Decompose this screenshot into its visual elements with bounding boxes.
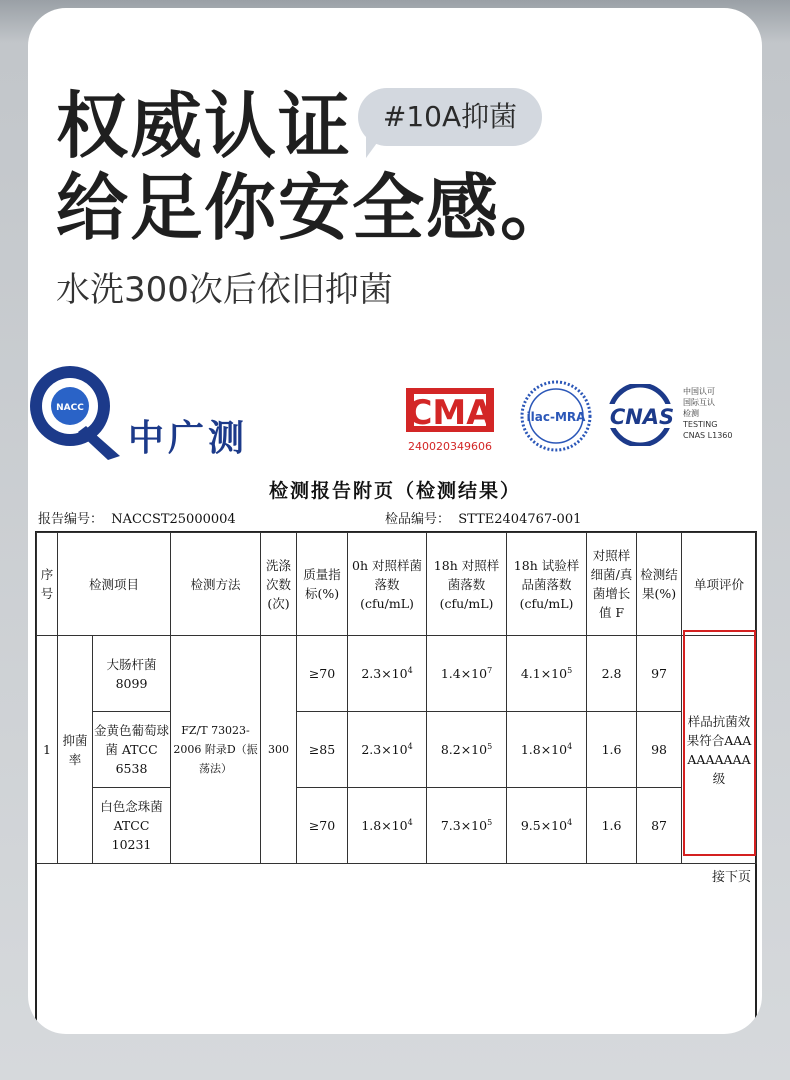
ctrl18h-cell: $8.2\times 10^5$ [427, 712, 507, 788]
growth-cell: 1.6 [587, 788, 637, 864]
report-title: 检测报告附页（检测结果） [268, 480, 521, 502]
headline-line-1: 权威认证 [56, 84, 353, 168]
subtitle: 水洗300次后依旧抑菌 [56, 270, 393, 310]
poster-card [28, 8, 762, 1034]
evaluation-highlight-box [683, 630, 756, 856]
cnas-logo-icon [604, 384, 682, 446]
cnas-label: CNAS [609, 405, 675, 429]
table-row [37, 712, 757, 788]
ctrl0h-cell: $1.8\times 10^4$ [348, 788, 427, 864]
quality-cell: ≥70 [297, 788, 348, 864]
header-cell: 单项评价 [682, 533, 757, 636]
cma-logo-icon [400, 380, 500, 460]
ilac-logo-icon [520, 380, 592, 452]
method-cell: FZ/T 73023-2006 附录D（振荡法） [171, 636, 261, 864]
table-row [37, 788, 757, 864]
category-cell: 抑菌率 [58, 636, 93, 864]
header-cell: 18h 试验样品菌落数(cfu/mL) [507, 533, 587, 636]
growth-cell: 2.8 [587, 636, 637, 712]
headline-line-2: 给足你安全感。 [56, 166, 575, 250]
test18h-cell: $4.1\times 10^5$ [507, 636, 587, 712]
nacc-badge-text: NACC [56, 403, 84, 413]
table-header-row [37, 533, 757, 636]
test18h-cell: $9.5\times 10^4$ [507, 788, 587, 864]
ctrl18h-cell: $7.3\times 10^5$ [427, 788, 507, 864]
ilac-label: ilac-MRA [526, 410, 586, 424]
result-cell: 98 [637, 712, 682, 788]
ctrl0h-cell: $2.3\times 10^4$ [348, 712, 427, 788]
header-cell: 检测项目 [58, 533, 171, 636]
continued-note: 接下页 [712, 870, 752, 885]
header-cell: 洗涤次数(次) [261, 533, 297, 636]
header-cell: 序号 [37, 533, 58, 636]
header-cell: 质量指标(%) [297, 533, 348, 636]
header-cell: 0h 对照样菌落数(cfu/mL) [348, 533, 427, 636]
svg-text:CMA: CMA [407, 393, 493, 433]
cma-number: 240020349606 [408, 440, 492, 453]
organism-cell: 大肠杆菌 8099 [93, 636, 171, 712]
header-cell: 检测方法 [171, 533, 261, 636]
wash-cell: 300 [261, 636, 297, 864]
table-row [37, 636, 757, 712]
nacc-logo-icon [28, 360, 128, 460]
nacc-name: 中广测 [128, 418, 249, 459]
quality-cell: ≥70 [297, 636, 348, 712]
seq-cell: 1 [37, 636, 58, 864]
header-cell: 对照样细菌/真菌增长值 F [587, 533, 637, 636]
organism-cell: 金黄色葡萄球菌 ATCC 6538 [93, 712, 171, 788]
quality-cell: ≥85 [297, 712, 348, 788]
growth-cell: 1.6 [587, 712, 637, 788]
header-cell: 18h 对照样菌落数(cfu/mL) [427, 533, 507, 636]
evaluation-cell: 样品抗菌效果符合AAAAAAAAAA级 [682, 636, 757, 864]
cnas-caption: 中国认可 国际互认 检测 TESTING CNAS L1360 [683, 387, 733, 440]
results-table [36, 532, 757, 864]
result-cell: 87 [637, 788, 682, 864]
tag-bubble: #10A抑菌 [358, 88, 542, 146]
organism-cell: 白色念珠菌 ATCC 10231 [93, 788, 171, 864]
test18h-cell: $1.8\times 10^4$ [507, 712, 587, 788]
sample-number: 检品编号： STTE2404767-001 [385, 512, 582, 527]
bubble-tail [366, 136, 382, 158]
ctrl18h-cell: $1.4\times 10^7$ [427, 636, 507, 712]
ctrl0h-cell: $2.3\times 10^4$ [348, 636, 427, 712]
result-cell: 97 [637, 636, 682, 712]
report-number: 报告编号： NACCST25000004 [38, 512, 236, 527]
header-cell: 检测结果(%) [637, 533, 682, 636]
